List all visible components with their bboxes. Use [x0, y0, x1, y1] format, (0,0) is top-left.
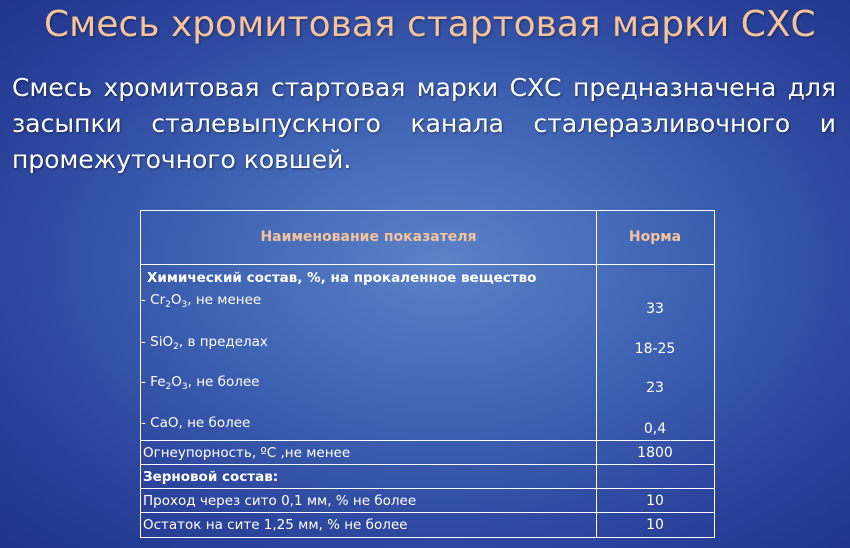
table-row: [141, 513, 714, 537]
chem-value-sio2: 18-25: [634, 341, 676, 357]
chemical-composition-row: [141, 265, 714, 441]
refractoriness-row: [141, 441, 714, 465]
table-header: [141, 211, 714, 265]
grain-heading: Зерновой состав:: [143, 469, 279, 485]
chem-value-cr2o3: 33: [646, 301, 664, 317]
chem-item-fe2o3: - $Fe_2O_3$, не более: [141, 374, 260, 392]
spec-table: [140, 210, 715, 538]
grain-row-value: 10: [646, 517, 664, 533]
chem-value-fe2o3: 23: [646, 380, 664, 396]
grain-row-label: Остаток на сите 1,25 мм, % не более: [143, 517, 408, 533]
header-norm: Норма: [628, 229, 682, 245]
header-indicator: Наименование показателя: [260, 229, 477, 245]
chemical-heading: Химический состав, %, на прокаленное вещество: [147, 270, 537, 286]
grain-heading-row: [141, 465, 714, 489]
refractoriness-label: Огнеупорность, ºС ,не менее: [143, 445, 351, 461]
slide-title: Смесь хромитовая стартовая марки СХС: [44, 4, 816, 45]
chem-item-cao: - CaO, не более: [141, 415, 251, 431]
chem-value-cao: 0,4: [643, 421, 667, 437]
grain-row-value: 10: [646, 493, 664, 509]
intro-text: Смесь хромитовая стартовая марки СХС предназначена для засыпки сталевыпускного канала сталеразливочного и промежуточного ковшей.: [12, 73, 836, 174]
grain-row-label: Проход через сито 0,1 мм, % не более: [143, 493, 417, 509]
refractoriness-value: 1800: [637, 445, 673, 461]
chem-item-sio2: - SiO$_2$, в пределах: [141, 334, 268, 352]
table-row: [141, 489, 714, 513]
chem-item-cr2o3: - $Cr_2O_3$, не менее: [141, 292, 262, 310]
